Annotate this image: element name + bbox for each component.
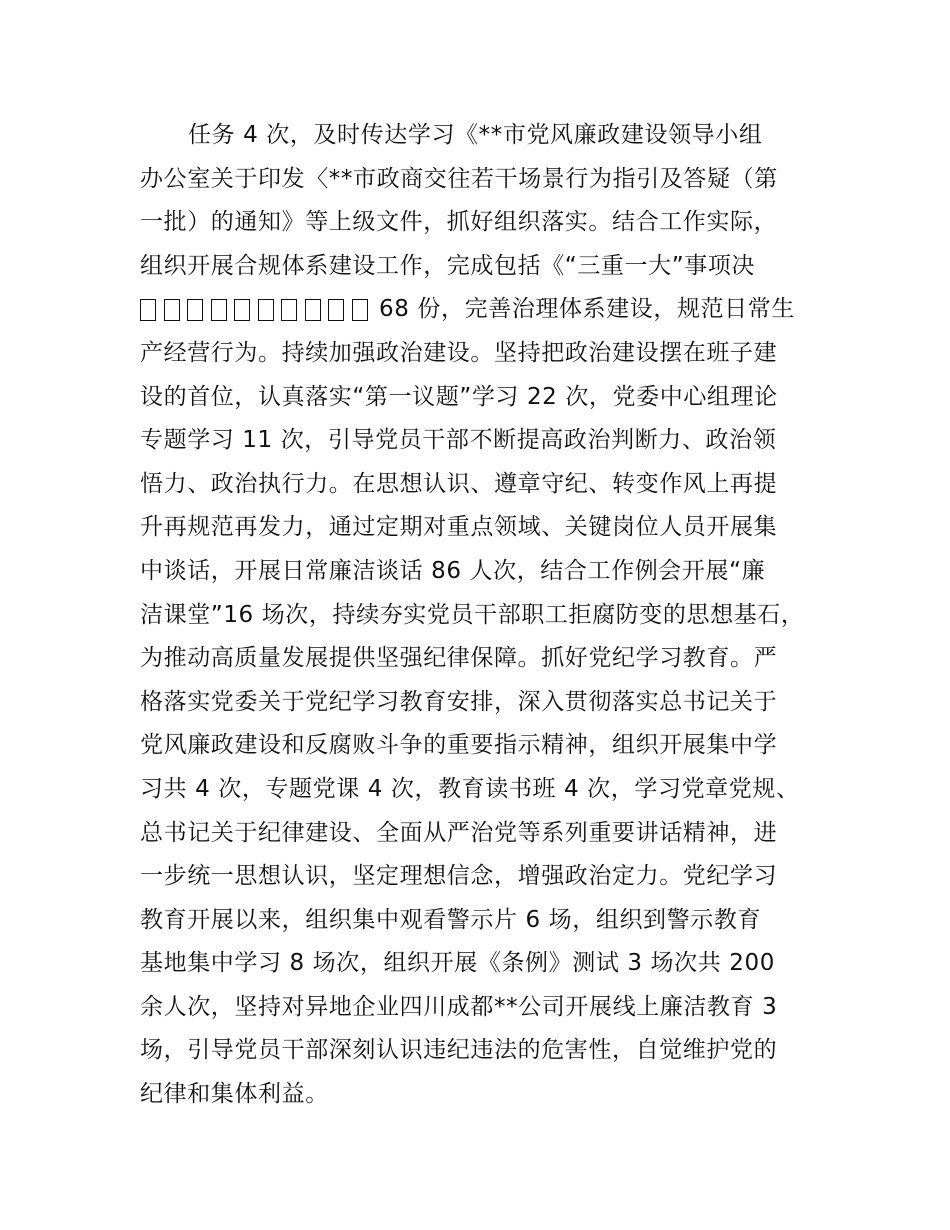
- paragraph-line: 设的首位，认真落实“第一议题”学习 22 次，党委中心组理论: [140, 383, 778, 410]
- missing-glyph-box: [164, 299, 180, 321]
- missing-glyph-box: [328, 299, 344, 321]
- paragraph-line: 格落实党委关于党纪学习教育安排，深入贯彻落实总书记关于: [140, 688, 778, 715]
- paragraph-line: 产经营行为。持续加强政治建设。坚持把政治建设摆在班子建: [140, 339, 778, 366]
- paragraph-line: 党风廉政建设和反腐败斗争的重要指示精神，组织开展集中学: [140, 732, 778, 759]
- missing-glyph-box: [258, 299, 274, 321]
- paragraph-line: 总书记关于纪律建设、全面从严治党等系列重要讲话精神，进: [140, 819, 778, 846]
- paragraph-line: 组织开展合规体系建设工作，完成包括《“三重一大”事项决: [140, 252, 756, 279]
- paragraph-line-text: 68 份，完善治理体系建设，规范日常生: [379, 296, 795, 323]
- paragraph-line: 教育开展以来，组织集中观看警示片 6 场，组织到警示教育: [140, 906, 762, 933]
- missing-glyph-box: [234, 299, 250, 321]
- paragraph-line: 习共 4 次，专题党课 4 次，教育读书班 4 次，学习党章党规、: [140, 775, 800, 802]
- paragraph-line: 任务 4 次，及时传达学习《**市党风廉政建设领导小组: [188, 122, 763, 148]
- paragraph-line: 为推动高质量发展提供坚强纪律保障。抓好党纪学习教育。严: [140, 645, 778, 672]
- missing-glyph-box: [187, 299, 203, 321]
- paragraph-line: 基地集中学习 8 场次，组织开展《条例》测试 3 场次共 200: [140, 950, 775, 977]
- missing-glyph-box: [305, 299, 321, 321]
- paragraph-line: 洁课堂”16 场次，持续夯实党员干部职工拒腐防变的思想基石，: [140, 601, 805, 628]
- paragraph-line: 一批）的通知》等上级文件，抓好组织落实。结合工作实际，: [140, 209, 778, 236]
- paragraph-line-with-missing-glyphs: [140, 288, 840, 332]
- paragraph-line: 办公室关于印发〈**市政商交往若干场景行为指引及答疑（第: [140, 165, 778, 192]
- paragraph-line: 悟力、政治执行力。在思想认识、遵章守纪、转变作风上再提: [140, 470, 778, 497]
- paragraph-line: 升再规范再发力，通过定期对重点领域、关键岗位人员开展集: [140, 514, 778, 541]
- missing-glyph-box: [281, 299, 297, 321]
- paragraph-line: 专题学习 11 次，引导党员干部不断提高政治判断力、政治领: [140, 427, 777, 454]
- missing-glyph-box: [352, 299, 368, 321]
- paragraph-line: 场，引导党员干部深刻认识违纪违法的危害性，自觉维护党的: [140, 1037, 778, 1064]
- paragraph-line: 余人次，坚持对异地企业四川成都**公司开展线上廉洁教育 3: [140, 993, 778, 1020]
- paragraph-line: 纪律和集体利益。: [140, 1081, 329, 1108]
- missing-glyph-box: [140, 299, 156, 321]
- paragraph-line: 中谈话，开展日常廉洁谈话 86 人次，结合工作例会开展“廉: [140, 557, 766, 584]
- missing-glyph-box: [211, 299, 227, 321]
- document-body: [140, 114, 840, 1117]
- paragraph-line: 一步统一思想认识，坚定理想信念，增强政治定力。党纪学习: [140, 863, 778, 890]
